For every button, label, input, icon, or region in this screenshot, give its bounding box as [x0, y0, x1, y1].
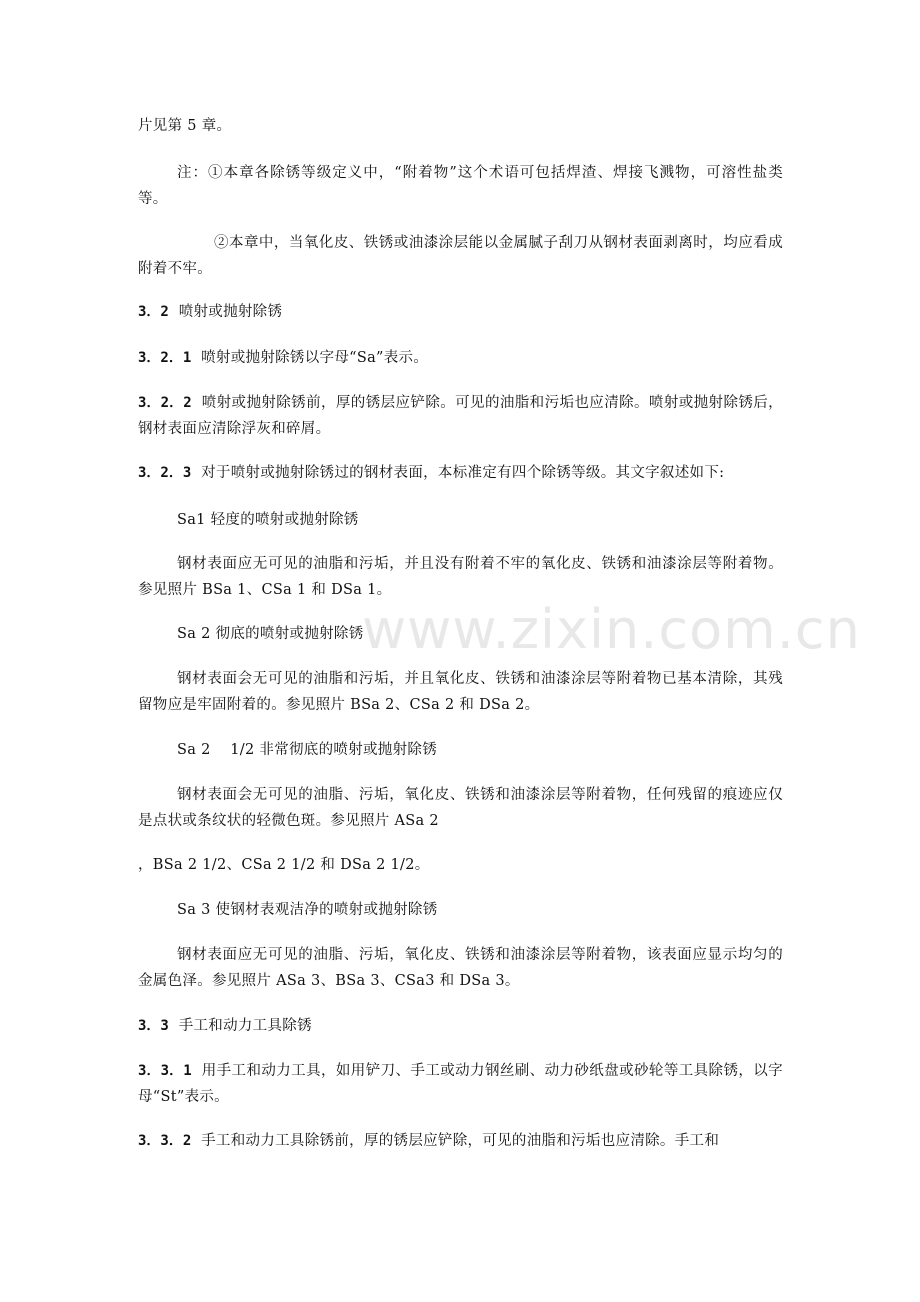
grade-title: Sa 2 1/2 非常彻底的喷射或抛射除锈 [177, 742, 437, 758]
clause-paragraph [138, 345, 783, 371]
section-number: 3．2 [138, 304, 169, 320]
clause-number: 3．3．2 [138, 1133, 192, 1149]
paragraph-text: ②本章中，当氧化皮、铁锈或油漆涂层能以金属腻子刮刀从钢材表面剥离时，均应看成附着不牢。 [138, 235, 783, 277]
grade-heading [138, 897, 783, 923]
clause-paragraph [138, 1128, 783, 1154]
paragraph-text: 钢材表面应无可见的油脂、污垢，氧化皮、铁锈和油漆涂层等附着物，该表面应显示均匀的金属色泽。参见照片 ASa 3、BSa 3、CSa3 和 DSa 3。 [138, 947, 783, 989]
grade-description [138, 942, 783, 994]
clause-text: 喷射或抛射除锈以字母“Sa”表示。 [201, 350, 429, 366]
paragraph [138, 113, 783, 139]
paragraph-text: 注：①本章各除锈等级定义中，“附着物”这个术语可包括焊渣、焊接飞溅物，可溶性盐类等。 [138, 165, 783, 207]
grade-description [138, 666, 783, 718]
clause-number: 3．3．1 [138, 1063, 192, 1079]
section-heading [138, 299, 783, 325]
paragraph-text: 钢材表面应无可见的油脂和污垢，并且没有附着不牢的氧化皮、铁锈和油漆涂层等附着物。参见照片 BSa 1、CSa 1 和 DSa 1。 [138, 556, 783, 598]
grade-heading [138, 621, 783, 647]
paragraph-text: 钢材表面会无可见的油脂和污垢，并且氧化皮、铁锈和油漆涂层等附着物已基本清除，其残留物应是牢固附着的。参见照片 BSa 2、CSa 2 和 DSa 2。 [138, 671, 783, 713]
paragraph [138, 852, 783, 878]
clause-text: 对于喷射或抛射除锈过的钢材表面，本标准定有四个除锈等级。其文字叙述如下: [201, 465, 725, 481]
clause-paragraph [138, 390, 783, 442]
grade-description [138, 551, 783, 603]
clause-paragraph [138, 1058, 783, 1110]
clause-paragraph [138, 460, 783, 486]
grade-heading [138, 507, 783, 533]
note-paragraph [138, 160, 783, 212]
clause-number: 3．2．3 [138, 465, 192, 481]
note-paragraph [138, 230, 783, 282]
clause-text: 喷射或抛射除锈前，厚的锈层应铲除。可见的油脂和污垢也应清除。喷射或抛射除锈后，钢材表面应清除浮灰和碎屑。 [138, 395, 783, 437]
section-title: 喷射或抛射除锈 [178, 304, 283, 320]
clause-text: 手工和动力工具除锈前，厚的锈层应铲除，可见的油脂和污垢也应清除。手工和 [201, 1133, 720, 1149]
grade-description [138, 782, 783, 834]
watermark: www.zixin.com.cn [362, 598, 861, 661]
grade-title: Sa1 轻度的喷射或抛射除锈 [177, 512, 359, 528]
grade-heading [138, 737, 783, 763]
paragraph-text: 片见第 5 章。 [138, 118, 232, 134]
section-number: 3．3 [138, 1018, 169, 1034]
paragraph-text: ，BSa 2 1/2、CSa 2 1/2 和 DSa 2 1/2。 [138, 857, 430, 873]
grade-title: Sa 3 使钢材表观洁净的喷射或抛射除锈 [177, 902, 438, 918]
section-heading [138, 1013, 783, 1039]
clause-number: 3．2．1 [138, 350, 192, 366]
section-title: 手工和动力工具除锈 [178, 1018, 312, 1034]
grade-title: Sa 2 彻底的喷射或抛射除锈 [177, 626, 364, 642]
clause-number: 3．2．2 [138, 395, 192, 411]
clause-text: 用手工和动力工具，如用铲刀、手工或动力钢丝刷、动力砂纸盘或砂轮等工具除锈，以字母“St”表示。 [138, 1063, 783, 1105]
paragraph-text: 钢材表面会无可见的油脂、污垢，氧化皮、铁锈和油漆涂层等附着物，任何残留的痕迹应仅是点状或条纹状的轻微色斑。参见照片 ASa 2 [138, 787, 783, 829]
